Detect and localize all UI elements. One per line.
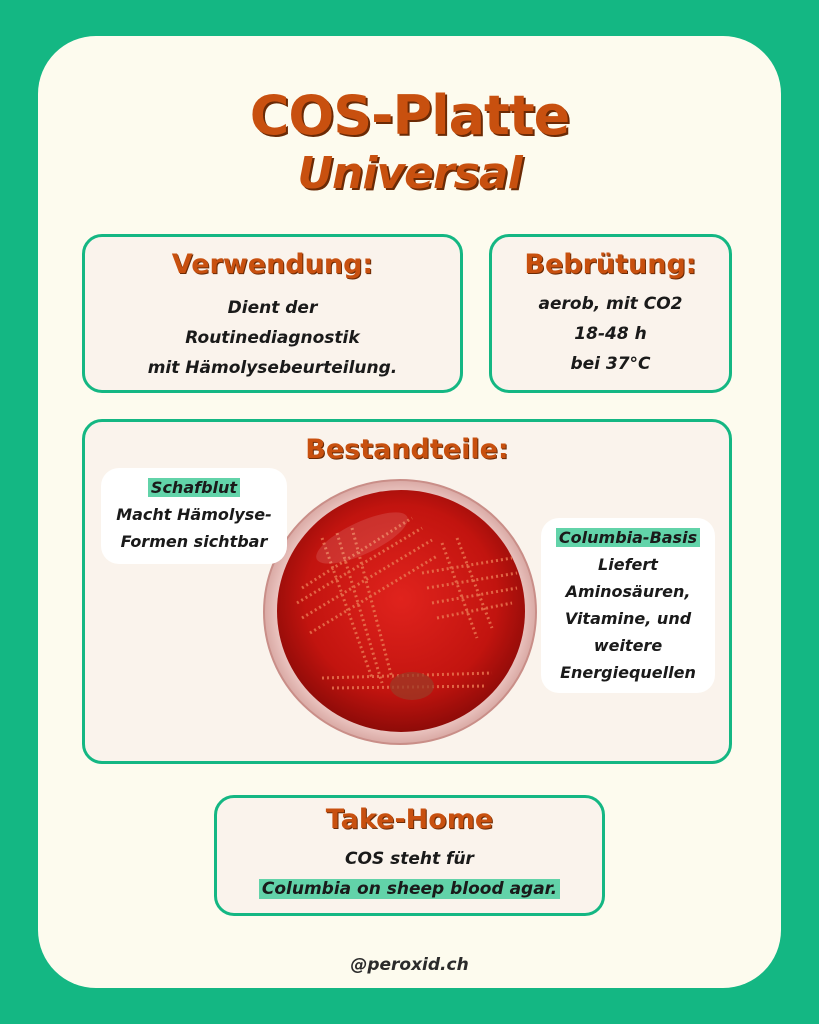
columbia-name: Columbia-Basis — [556, 528, 700, 547]
columbia-line: Energiequellen — [560, 663, 696, 682]
columbia-line: Aminosäuren, — [565, 582, 691, 601]
take-home-box — [214, 795, 605, 916]
verwendung-box — [82, 234, 463, 393]
footer-handle: @peroxid.ch — [350, 955, 469, 975]
verwendung-heading: Verwendung: — [171, 249, 374, 280]
verwendung-line: mit Hämolysebeurteilung. — [147, 358, 398, 378]
verwendung-line: Routinediagnostik — [185, 328, 360, 348]
schafblut-label — [101, 468, 287, 564]
take-home-text — [217, 844, 602, 904]
bebruetung-heading: Bebrütung: — [524, 249, 697, 280]
take-home-heading: Take-Home — [325, 804, 494, 835]
schafblut-name: Schafblut — [148, 478, 240, 497]
columbia-line: Vitamine, und — [564, 609, 692, 628]
bebruetung-box — [489, 234, 732, 393]
take-home-line: COS steht für — [345, 849, 474, 869]
take-home-highlight: Columbia on sheep blood agar. — [259, 879, 560, 899]
verwendung-line: Dient der — [227, 298, 318, 318]
verwendung-text — [85, 293, 460, 383]
bebruetung-line: bei 37°C — [570, 354, 651, 374]
bebruetung-line: 18-48 h — [574, 324, 647, 344]
bebruetung-text — [492, 289, 729, 379]
bebruetung-line: aerob, mit CO2 — [538, 294, 683, 314]
columbia-line: Liefert — [598, 555, 658, 574]
bestandteile-heading: Bestandteile: — [305, 434, 509, 465]
schafblut-line: Macht Hämolyse- — [116, 505, 272, 524]
columbia-label — [541, 518, 715, 693]
schafblut-line: Formen sichtbar — [120, 532, 268, 551]
page-title: COS-Platte — [249, 84, 570, 147]
colony-dense — [390, 672, 434, 700]
petri-dish-image — [262, 478, 538, 746]
page-subtitle: Universal — [297, 148, 522, 199]
columbia-line: weitere — [593, 636, 663, 655]
